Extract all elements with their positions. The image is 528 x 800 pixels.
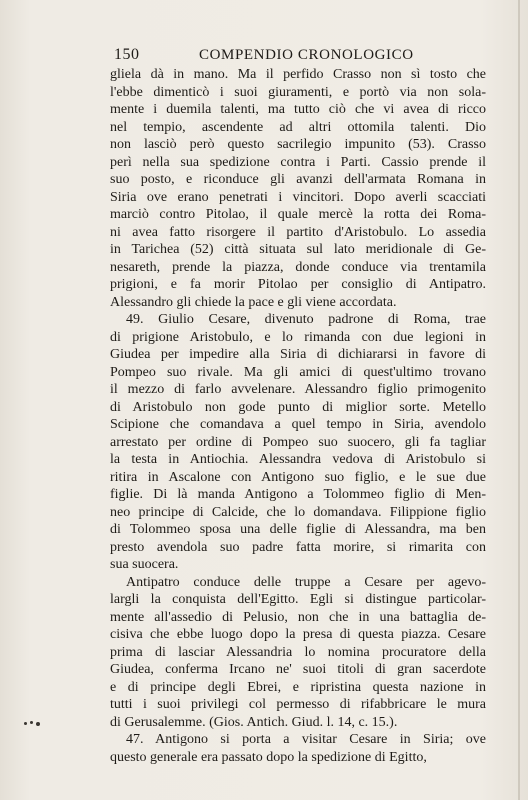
text-line: perì nella sua spedizione contra i Parti. Cassio prende il — [110, 154, 486, 170]
page-edge — [518, 0, 520, 800]
text-line: mente i duemila talenti, ma tutto ciò che vi avea di ricco — [110, 102, 486, 117]
body-text — [110, 66, 486, 766]
text-line: di Tolommeo sposa una delle figlie di Alessandra, ma ben — [110, 522, 486, 537]
text-line: ni avea fatto risorgere il partito d'Aristobulo. Lo assedia — [110, 224, 486, 240]
text-line: 49. Giulio Cesare, divenuto padrone di Roma, trae — [126, 312, 486, 327]
paragraph — [110, 731, 486, 766]
text-line: 47. Antigono si porta a visitar Cesare in Siria; ove — [126, 732, 486, 747]
text-line: neo principe di Calcide, che lo domandava. Filippione figlio — [110, 504, 486, 520]
text-line: tutti i suoi privilegi col permesso di rifabbricare le mura — [110, 697, 486, 712]
text-line: presto avendola suo padre fatta morire, si rimarita con — [110, 539, 486, 555]
page-header — [114, 46, 486, 66]
text-line: arrestato per ordine di Pompeo suo suocero, gli fa tagliar — [110, 434, 486, 450]
text-line: gliela dà in mano. Ma il perfido Crasso non sì tosto che — [110, 67, 486, 82]
page-number: 150 — [114, 46, 140, 63]
text-line: Giudea per impedire alla Siria di dichiararsi in favore di — [110, 347, 486, 362]
text-line: Alessandro gli chiede la pace e gli viene accordata. — [110, 294, 397, 310]
running-title: COMPENDIO CRONOLOGICO — [199, 47, 414, 63]
text-line: prima di lasciar Alessandria lo nomina procuratore della — [110, 644, 486, 660]
text-line: l'ebbe dimenticò i suoi giuramenti, e portò via non sola- — [110, 84, 486, 100]
print-specks — [24, 718, 54, 728]
text-line: marciò contro Pitolao, il quale mercè la rotta dei Roma- — [110, 207, 486, 222]
text-line: cisiva che ebbe luogo dopo la presa di questa piazza. Cesare — [110, 627, 486, 642]
text-line: il mezzo di farlo avvelenare. Alessandro figlio primogenito — [110, 382, 486, 397]
text-line: sua suocera. — [110, 557, 179, 572]
text-line: nesareth, prende la piazza, donde conduce via trentamila — [110, 259, 486, 275]
text-line: largli la conquista dell'Egitto. Egli si distingue particolar- — [110, 592, 486, 607]
text-line: la testa in Antiochia. Alessandra vedova di Aristobulo si — [110, 452, 486, 467]
text-line: nel tempio, ascendente ad altri ottomila talenti. Dio — [110, 119, 486, 135]
text-line: questo generale era passato dopo la spedizione di Egitto, — [110, 749, 427, 765]
text-line: suo posto, e riconduce gli avanzi dell'armata Romana in — [110, 172, 486, 187]
text-line: figlie. Di là manda Antigono a Tolommeo figlio di Men- — [110, 487, 486, 502]
text-line: mente all'assedio di Pelusio, non che in una battaglia de- — [110, 609, 486, 625]
text-line: in Tarichea (52) città situata sul lato meridionale di Ge- — [110, 242, 486, 257]
text-line: di Aristobulo non gode punto di miglior sorte. Metello — [110, 399, 486, 415]
paragraph — [110, 66, 486, 311]
text-line: Siria ove erano penetrati i vincitori. Dopo averli scacciati — [110, 189, 486, 205]
text-line: ritira in Ascalone con Antigono suo figlio, e le sue due — [110, 469, 486, 485]
text-line: Pompeo suo rivale. Ma gli amici di quest'ultimo trovano — [110, 364, 486, 380]
paragraph — [110, 311, 486, 574]
text-line: di Gerusalemme. (Gios. Antich. Giud. l. 14, c. 15.). — [110, 714, 398, 730]
text-line: di prigione Aristobulo, e lo rimanda con due legioni in — [110, 329, 486, 345]
paragraph — [110, 574, 486, 732]
text-line: e di principe degli Ebrei, e ripristina questa nazione in — [110, 679, 486, 695]
text-line: Giudea, conferma Ircano ne' suoi titoli di gran sacerdote — [110, 662, 486, 677]
text-line: Scipione che comandava a quel tempo in Siria, avendolo — [110, 417, 486, 432]
text-line: non lasciò però questo sacrilegio impunito (53). Crasso — [110, 137, 486, 152]
text-line: prigioni, e fa morir Pitolao per consiglio di Antipatro. — [110, 277, 486, 292]
text-line: Antipatro conduce delle truppe a Cesare per agevo- — [126, 574, 486, 590]
